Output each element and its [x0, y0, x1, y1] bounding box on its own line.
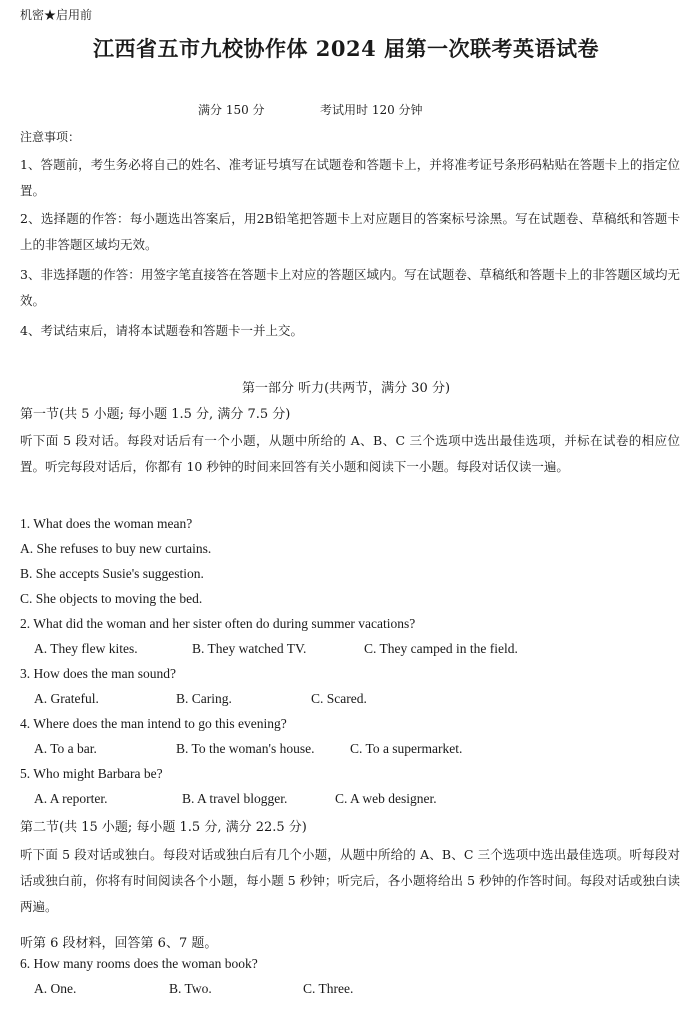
notice-item: 3、非选择题的作答：用签字笔直接答在答题卡上对应的答题区域内。写在试题卷、草稿纸和答题卡上的非答题区域均无效。	[20, 267, 680, 308]
part1-title: 第一部分 听力(共两节，满分 30 分)	[241, 381, 451, 396]
question-option: C. Scared.	[311, 691, 367, 706]
question-stem: 3. How does the man sound?	[20, 666, 176, 681]
question-option: A. She refuses to buy new curtains.	[20, 541, 212, 556]
question-stem: 5. Who might Barbara be?	[20, 766, 163, 781]
material-note: 听第 6 段材料，回答第 6、7 题。	[20, 936, 218, 951]
notice-item: 4、考试结束后，请将本试题卷和答题卡一并上交。	[20, 323, 303, 338]
question-stem: 1. What does the woman mean?	[20, 516, 193, 531]
section1-heading: 第一节(共 5 小题; 每小题 1.5 分, 满分 7.5 分)	[20, 407, 291, 422]
question-option: B. She accepts Susie's suggestion.	[20, 566, 204, 581]
section1-instructions: 听下面 5 段对话。每段对话后有一个小题，从题中所给的 A、B、C 三个选项中选出最佳选项，并标在试卷的相应位置。听完每段对话后，你都有 10 秒钟的时间来回答有关小题和阅读下一小题。每段对话仅读一遍。	[20, 433, 680, 474]
question-option: B. To the woman's house.	[176, 741, 315, 756]
question-option: C. A web designer.	[335, 791, 437, 806]
section2-heading: 第二节(共 15 小题; 每小题 1.5 分, 满分 22.5 分)	[20, 820, 307, 835]
notice-item: 1、答题前，考生务必将自己的姓名、准考证号填写在试题卷和答题卡上，并将准考证号条形码粘贴在答题卡上的指定位置。	[20, 157, 680, 198]
section2-instructions: 听下面 5 段对话或独白。每段对话或独白后有几个小题，从题中所给的 A、B、C 三个选项中选出最佳选项。听每段对话或独白前，你将有时间阅读各个小题，每小题 5 秒钟；听完后，各小题将给出 5 秒钟的作答时间。每段对话或独白读两遍。	[20, 847, 680, 914]
exam-time: 考试用时 120 分钟	[320, 103, 423, 117]
question-option: B. They watched TV.	[192, 641, 307, 656]
page-title: 江西省五市九校协作体 2024 届第一次联考英语试卷	[92, 36, 600, 61]
question-option: C. Three.	[303, 981, 354, 996]
notice-item: 2、选择题的作答：每小题选出答案后，用2B铅笔把答题卡上对应题目的答案标号涂黑。写在试题卷、草稿纸和答题卡上的非答题区域均无效。	[20, 211, 680, 252]
notice-heading: 注意事项：	[20, 130, 81, 144]
question-stem: 4. Where does the man intend to go this evening?	[20, 716, 287, 731]
question-option: C. She objects to moving the bed.	[20, 591, 203, 606]
question-option: A. A reporter.	[34, 791, 108, 806]
question-option: C. To a supermarket.	[350, 741, 463, 756]
question-option: A. Grateful.	[34, 691, 99, 706]
question-option: A. One.	[34, 981, 77, 996]
confidential-label: 机密★启用前	[20, 8, 93, 22]
question-stem: 6. How many rooms does the woman book?	[20, 956, 258, 971]
question-option: A. To a bar.	[34, 741, 97, 756]
question-option: A. They flew kites.	[34, 641, 138, 656]
full-score: 满分 150 分	[198, 103, 265, 117]
question-option: B. Caring.	[176, 691, 232, 706]
question-option: C. They camped in the field.	[364, 641, 518, 656]
question-option: B. Two.	[169, 981, 212, 996]
question-stem: 2. What did the woman and her sister often do during summer vacations?	[20, 616, 416, 631]
question-option: B. A travel blogger.	[182, 791, 288, 806]
